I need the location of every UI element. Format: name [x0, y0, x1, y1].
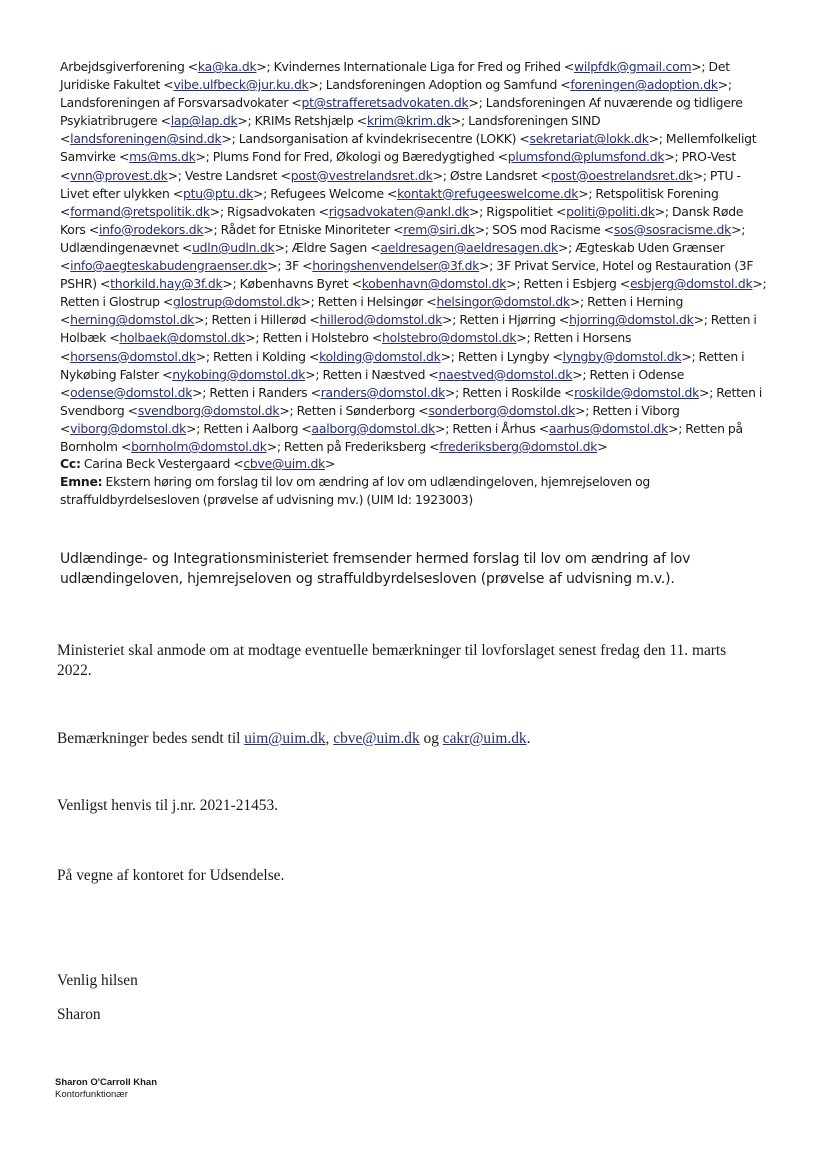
- recipient-text: >; Det: [691, 59, 730, 74]
- recipient-text: >; Landsforeningen SIND: [450, 113, 601, 129]
- recipient-text: >; Retten i Sønderborg <: [279, 402, 429, 418]
- recipient-text: Holbæk <: [60, 330, 120, 346]
- recipient-text: >; Retten i Viborg: [575, 402, 680, 418]
- recipient-email-link[interactable]: holstebro@domstol.dk: [382, 330, 517, 346]
- recipient-email-link[interactable]: horingshenvendelser@3f.dk: [312, 258, 480, 274]
- recipient-email-link[interactable]: randers@domstol.dk: [320, 384, 446, 400]
- recipient-text: >; Ægteskab Uden Grænser: [557, 239, 725, 255]
- recipient-text: >; Retten på Frederiksberg <: [266, 438, 440, 454]
- recipient-text: >;: [731, 221, 746, 237]
- recipient-text: <: [60, 167, 71, 183]
- recipients-line: [60, 130, 765, 148]
- recipient-text: >; Retten i Horsens: [516, 330, 632, 346]
- recipient-email-link[interactable]: hjorring@domstol.dk: [569, 312, 694, 328]
- recipients-line: [60, 329, 765, 347]
- recipient-text: >; Landsorganisation af kvindekrisecentre (LOKK) <: [221, 131, 530, 147]
- deadline-line-2: 2022.: [57, 662, 92, 679]
- recipient-email-link[interactable]: nykobing@domstol.dk: [172, 366, 306, 382]
- remarks-sep: ,: [325, 730, 334, 747]
- recipient-email-link[interactable]: ptu@ptu.dk: [182, 185, 253, 201]
- recipient-email-link[interactable]: landsforeningen@sind.dk: [70, 131, 222, 147]
- recipient-text: >; Retten i Kolding <: [195, 348, 320, 364]
- recipient-email-link[interactable]: frederiksberg@domstol.dk: [439, 438, 598, 454]
- reference-line: Venligst henvis til j.nr. 2021-21453.: [57, 797, 279, 814]
- cc-label: Cc:: [60, 456, 81, 471]
- signature-title: Kontorfunktionær: [55, 1089, 128, 1100]
- recipients-line: [60, 348, 765, 366]
- recipients-line: [60, 221, 765, 239]
- recipient-email-link[interactable]: thorkild.hay@3f.dk: [110, 276, 223, 292]
- recipient-email-link[interactable]: krim@krim.dk: [366, 113, 451, 129]
- recipient-email-link[interactable]: aarhus@domstol.dk: [548, 420, 669, 436]
- recipient-text: >; Rigsadvokaten <: [209, 203, 329, 219]
- recipient-text: <: [60, 384, 71, 400]
- recipient-text: >; Retten i Herning: [569, 294, 684, 310]
- recipient-text: >; Rigspolitiet <: [469, 203, 567, 219]
- recipient-text: Svendborg <: [60, 402, 138, 418]
- intro-line-2: udlændingeloven, hjemrejseloven og straffuldbyrdelsesloven (prøvelse af udvisning m.v.).: [60, 571, 675, 587]
- recipient-text: >; Københavns Byret <: [222, 276, 362, 292]
- recipient-email-link[interactable]: roskilde@domstol.dk: [574, 384, 700, 400]
- recipient-text: >; Mellemfolkeligt: [648, 131, 757, 147]
- recipient-text: >; Retten i Hjørring <: [442, 312, 570, 328]
- recipient-email-link[interactable]: info@rodekors.dk: [98, 221, 204, 237]
- recipient-text: >; Retten i: [699, 384, 763, 400]
- recipients-line: [60, 148, 765, 166]
- recipient-text: >; SOS mod Racisme <: [474, 221, 614, 237]
- recipient-email-link[interactable]: ka@ka.dk: [197, 59, 257, 74]
- recipient-text: >; Retspolitisk Forening: [578, 185, 719, 201]
- deadline-line-1: Ministeriet skal anmode om at modtage eventuelle bemærkninger til lovforslaget senest fredag den 11. marts: [57, 642, 727, 659]
- recipient-text: >; 3F <: [267, 258, 313, 274]
- remarks-end: .: [526, 730, 531, 747]
- cc-text: Carina Beck Vestergaard <: [80, 456, 244, 471]
- recipient-email-link[interactable]: bornholm@domstol.dk: [131, 438, 267, 454]
- recipient-text: >; Dansk Røde: [654, 203, 744, 219]
- remarks-paragraph: [57, 729, 767, 749]
- recipients-line: [60, 438, 765, 456]
- recipient-text: <: [60, 348, 71, 364]
- recipient-email-link[interactable]: glostrup@domstol.dk: [173, 294, 301, 310]
- recipient-email-link[interactable]: herning@domstol.dk: [70, 312, 195, 328]
- recipient-email-link[interactable]: info@aegteskabudengraenser.dk: [70, 258, 268, 274]
- recipient-email-link[interactable]: rem@siri.dk: [403, 221, 475, 237]
- recipient-text: <: [60, 312, 71, 328]
- recipients-line: [60, 420, 765, 438]
- recipient-text: >; Retten i: [693, 312, 757, 328]
- recipient-email-link[interactable]: aalborg@domstol.dk: [311, 420, 436, 436]
- recipient-email-link[interactable]: wilpfdk@gmail.com: [574, 59, 692, 74]
- recipient-email-link[interactable]: sonderborg@domstol.dk: [428, 402, 576, 418]
- subject-line: [60, 473, 765, 491]
- recipient-email-link[interactable]: hillerod@domstol.dk: [319, 312, 443, 328]
- cc-end: >: [325, 456, 336, 471]
- recipient-email-link[interactable]: svendborg@domstol.dk: [137, 402, 280, 418]
- recipient-email-link[interactable]: viborg@domstol.dk: [70, 420, 187, 436]
- intro-line-1: Udlændinge- og Integrationsministeriet fremsender hermed forslag til lov om ændring af lov: [60, 551, 691, 567]
- recipients-line: [60, 239, 765, 257]
- signature-name: Sharon O'Carroll Khan: [55, 1077, 158, 1088]
- recipient-email-link[interactable]: lyngby@domstol.dk: [562, 348, 682, 364]
- recipients-line: [60, 366, 765, 384]
- recipient-text: >; Retten i Hillerød <: [194, 312, 320, 328]
- recipient-text: >; Retten i Helsingør <: [300, 294, 437, 310]
- cc-line: [60, 455, 765, 473]
- recipient-text: Livet efter ulykken <: [60, 185, 183, 201]
- deadline-paragraph: [57, 641, 767, 681]
- recipient-email-link[interactable]: sekretariat@lokk.dk: [529, 131, 649, 147]
- greeting: Venlig hilsen: [57, 972, 138, 989]
- recipient-text: >; Retten i Holstebro <: [245, 330, 383, 346]
- recipient-text: Kors <: [60, 221, 99, 237]
- recipient-text: >; Kvindernes Internationale Liga for Fred og Frihed <: [256, 59, 575, 74]
- recipient-email-link[interactable]: naestved@domstol.dk: [438, 366, 573, 382]
- remarks-email-uim[interactable]: uim@uim.dk: [244, 730, 326, 747]
- recipient-text: Psykiatribrugere <: [60, 113, 171, 129]
- recipient-text: Landsforeningen af Forsvarsadvokater <: [60, 95, 302, 111]
- recipient-text: >; Ældre Sagen <: [274, 239, 381, 255]
- remarks-email-cakr[interactable]: cakr@uim.dk: [442, 730, 527, 747]
- recipient-text: >; 3F Privat Service, Hotel og Restauration (3F: [479, 258, 754, 274]
- recipient-email-link[interactable]: kolding@domstol.dk: [319, 348, 441, 364]
- recipient-text: Udlændingenævnet <: [60, 239, 193, 255]
- recipient-text: >; PRO-Vest: [664, 149, 736, 165]
- recipient-text: >; Retten i Roskilde <: [445, 384, 575, 400]
- recipient-text: >; Retten i Esbjerg <: [506, 276, 630, 292]
- recipient-text: >;: [752, 276, 767, 292]
- subject-line-2: straffuldbyrdelsesloven (prøvelse af udvisning mv.) (UIM Id: 1923003): [60, 492, 474, 508]
- recipient-email-link[interactable]: vnn@provest.dk: [70, 167, 168, 183]
- recipient-email-link[interactable]: kontakt@refugeeswelcome.dk: [397, 185, 579, 201]
- recipient-text: <: [60, 131, 71, 147]
- recipient-email-link[interactable]: foreningen@adoption.dk: [570, 77, 718, 93]
- intro-paragraph: [60, 549, 760, 589]
- recipient-text: <: [60, 203, 71, 219]
- recipients-line: [60, 257, 765, 275]
- recipient-text: >; Retten i Randers <: [192, 384, 321, 400]
- recipient-text: >; Retten i Næstved <: [305, 366, 439, 382]
- recipient-email-link[interactable]: helsingor@domstol.dk: [436, 294, 570, 310]
- recipient-email-link[interactable]: formand@retspolitik.dk: [70, 203, 210, 219]
- recipients-line: [60, 76, 765, 94]
- recipient-text: >; Retten i Odense: [572, 366, 685, 382]
- recipient-email-link[interactable]: horsens@domstol.dk: [70, 348, 196, 364]
- recipient-email-link[interactable]: post@oestrelandsret.dk: [550, 167, 693, 183]
- recipient-text: >; KRIMs Retshjælp <: [237, 113, 367, 129]
- recipient-text: <: [60, 258, 71, 274]
- recipient-text: >; Retten i Lyngby <: [440, 348, 563, 364]
- remarks-email-cbve[interactable]: cbve@uim.dk: [333, 730, 420, 747]
- recipient-text: >;: [717, 77, 732, 93]
- recipients-line: [60, 293, 765, 311]
- recipient-text: >; Vestre Landsret <: [167, 167, 291, 183]
- recipient-email-link[interactable]: esbjerg@domstol.dk: [629, 276, 753, 292]
- remarks-sep: og: [419, 730, 443, 747]
- recipient-text: Arbejdsgiverforening <: [60, 59, 198, 74]
- recipients-line: [60, 112, 765, 130]
- recipients-line: [60, 203, 765, 221]
- recipient-text: >; Rådet for Etniske Minoriteter <: [203, 221, 404, 237]
- recipient-text: >; Landsforeningen Adoption og Samfund <: [308, 77, 571, 93]
- recipient-email-link[interactable]: sos@sosracisme.dk: [613, 221, 732, 237]
- recipient-email-link[interactable]: plumsfond@plumsfond.dk: [507, 149, 665, 165]
- email-recipients-header: [60, 58, 765, 456]
- recipient-text: Juridiske Fakultet <: [60, 77, 174, 93]
- recipient-text: >: [597, 438, 608, 454]
- subject-label: Emne:: [60, 474, 103, 490]
- recipient-text: Samvirke <: [60, 149, 130, 165]
- recipient-text: <: [60, 420, 71, 436]
- recipient-email-link[interactable]: politi@politi.dk: [566, 203, 655, 219]
- recipients-line: [60, 384, 765, 402]
- sender-first-name: Sharon: [57, 1006, 101, 1023]
- recipient-email-link[interactable]: aeldresagen@aeldresagen.dk: [380, 239, 558, 255]
- recipients-line: [60, 185, 765, 203]
- on-behalf-line: På vegne af kontoret for Udsendelse.: [57, 867, 285, 884]
- recipient-text: >; Plums Fond for Fred, Økologi og Bæredygtighed <: [195, 149, 508, 165]
- recipient-email-link[interactable]: odense@domstol.dk: [70, 384, 193, 400]
- recipient-email-link[interactable]: rigsadvokaten@ankl.dk: [328, 203, 470, 219]
- recipients-line: [60, 311, 765, 329]
- recipients-line: [60, 58, 765, 76]
- recipient-text: Bornholm <: [60, 438, 132, 454]
- email-meta: [60, 455, 765, 509]
- recipient-text: >; Landsforeningen Af nuværende og tidligere: [468, 95, 743, 111]
- recipients-line: [60, 94, 765, 112]
- recipient-text: Retten i Glostrup <: [60, 294, 174, 310]
- recipient-email-link[interactable]: lap@lap.dk: [170, 113, 238, 129]
- subject-text: Ekstern høring om forslag til lov om ændring af lov om udlændingeloven, hjemrejseloven og: [102, 474, 651, 490]
- recipient-text: >; Retten i: [681, 348, 745, 364]
- recipients-line: [60, 167, 765, 185]
- recipients-line: [60, 402, 765, 420]
- recipient-email-link[interactable]: pt@strafferetsadvokaten.dk: [301, 95, 469, 111]
- recipient-email-link[interactable]: udln@udln.dk: [192, 239, 275, 255]
- recipient-email-link[interactable]: post@vestrelandsret.dk: [290, 167, 433, 183]
- remarks-prefix: Bemærkninger bedes sendt til: [57, 730, 245, 747]
- recipient-text: >; Retten i Århus <: [435, 420, 549, 436]
- recipient-email-link[interactable]: holbaek@domstol.dk: [119, 330, 246, 346]
- recipient-text: >; Retten på: [668, 420, 743, 436]
- recipient-text: >; Retten i Aalborg <: [186, 420, 312, 436]
- recipient-text: >; Refugees Welcome <: [253, 185, 398, 201]
- recipient-email-link[interactable]: kobenhavn@domstol.dk: [361, 276, 507, 292]
- recipient-text: PSHR) <: [60, 276, 111, 292]
- recipients-line: [60, 275, 765, 293]
- recipient-text: Nykøbing Falster <: [60, 366, 173, 382]
- recipient-email-link[interactable]: ms@ms.dk: [129, 149, 196, 165]
- cc-email-link[interactable]: cbve@uim.dk: [243, 456, 325, 471]
- recipient-email-link[interactable]: vibe.ulfbeck@jur.ku.dk: [173, 77, 309, 93]
- recipient-text: >; Østre Landsret <: [432, 167, 551, 183]
- recipient-text: >; PTU -: [692, 167, 741, 183]
